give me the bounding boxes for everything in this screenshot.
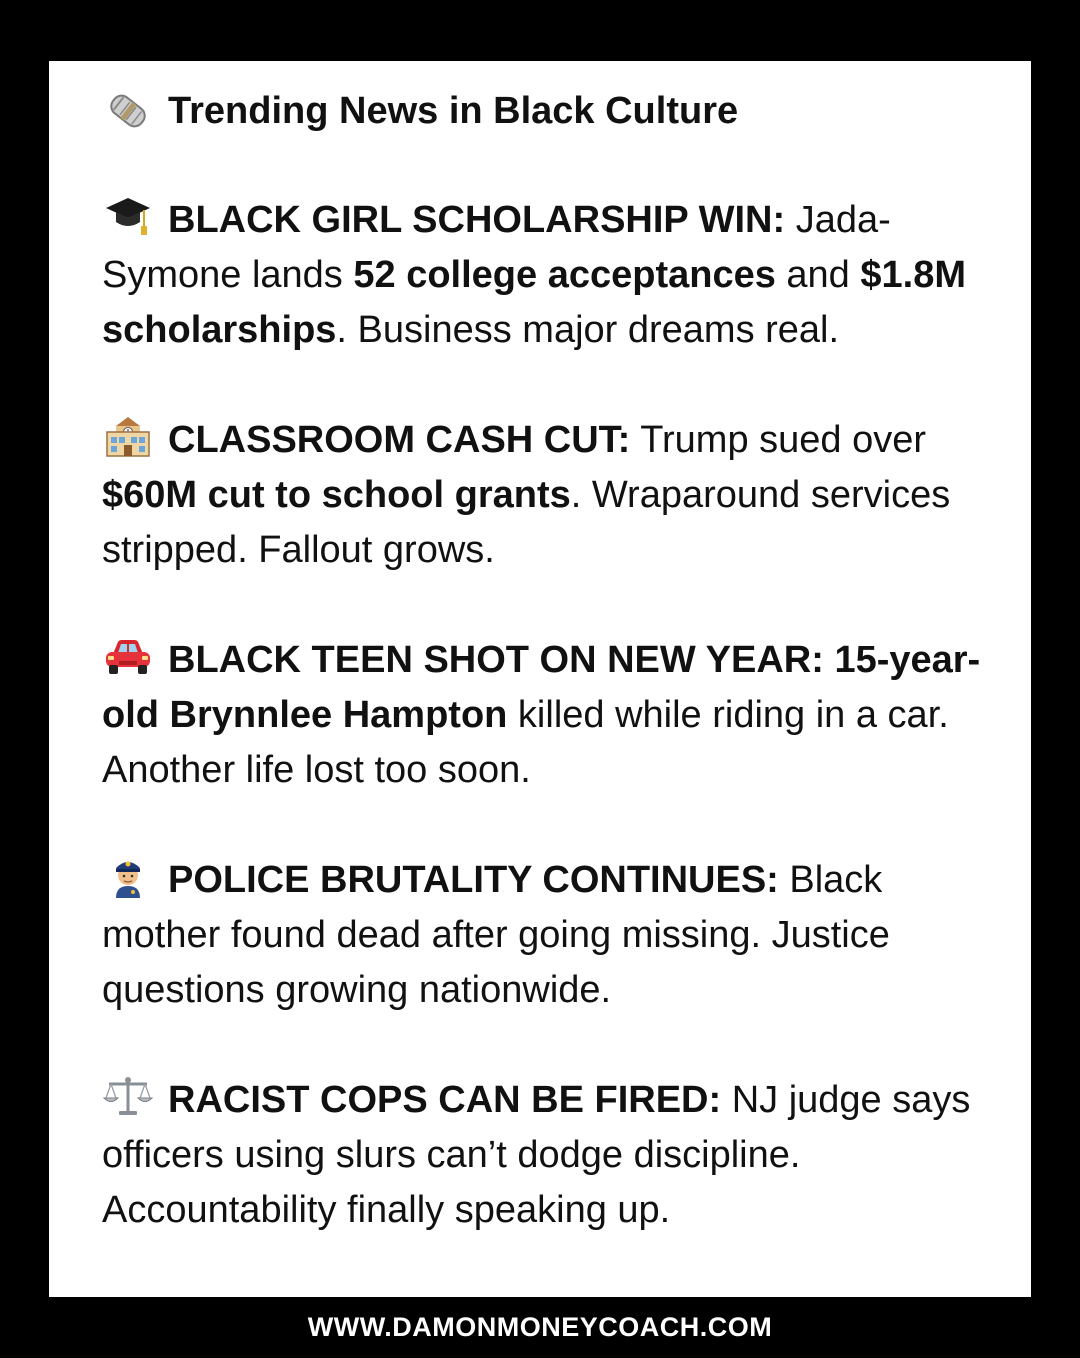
news-item-headline: BLACK GIRL SCHOLARSHIP WIN: [168, 199, 786, 241]
news-item-classroom-cash [102, 413, 991, 578]
page-title: Trending News in Black Culture [168, 89, 739, 132]
news-item-headline: BLACK TEEN SHOT ON NEW YEAR: [168, 639, 824, 681]
news-item-bold-text: $1.8M scholarships [102, 254, 967, 351]
news-item-bold-text: 52 college acceptances [353, 254, 776, 296]
news-item-text: . Business major dreams real. [336, 309, 840, 351]
news-item-racist-cops [102, 1073, 991, 1238]
news-item-teen-shot [102, 633, 991, 798]
news-item-bold-text: 15-year-old Brynnlee Hampton [102, 639, 981, 736]
rolled-newspaper-icon [102, 89, 154, 133]
news-item-text: NJ judge says officers using slurs can’t dodge discipline. Accountability finally speaking up. [102, 1079, 971, 1231]
news-item-headline: CLASSROOM CASH CUT: [168, 419, 631, 461]
footer-website-url: WWW.DAMONMONEYCOACH.COM [307, 1312, 773, 1342]
news-item-scholarship [102, 193, 991, 358]
news-item-text: Black mother found dead after going missing. Justice questions growing nationwide. [102, 859, 890, 1011]
news-item-text: killed while riding in a car. Another life lost too soon. [102, 694, 949, 791]
news-card [49, 61, 1031, 1297]
balance-scale-icon [102, 1074, 154, 1118]
news-item-headline: POLICE BRUTALITY CONTINUES: [168, 859, 779, 901]
news-item-text: and [775, 254, 861, 296]
news-title-row [102, 87, 991, 135]
red-car-icon [102, 634, 154, 678]
graduation-cap-icon [102, 194, 154, 238]
news-item-bold-text: $60M cut to school grants [102, 474, 571, 516]
news-item-text [824, 639, 835, 681]
news-item-text: Trump sued over [630, 419, 927, 461]
news-item-text: Jada-Symone lands [102, 199, 891, 296]
school-building-icon [102, 414, 154, 458]
police-officer-icon [102, 854, 154, 898]
news-item-text: . Wraparound services stripped. Fallout grows. [102, 474, 951, 571]
news-item-headline: RACIST COPS CAN BE FIRED: [168, 1079, 722, 1121]
news-item-police-brutality [102, 853, 991, 1018]
